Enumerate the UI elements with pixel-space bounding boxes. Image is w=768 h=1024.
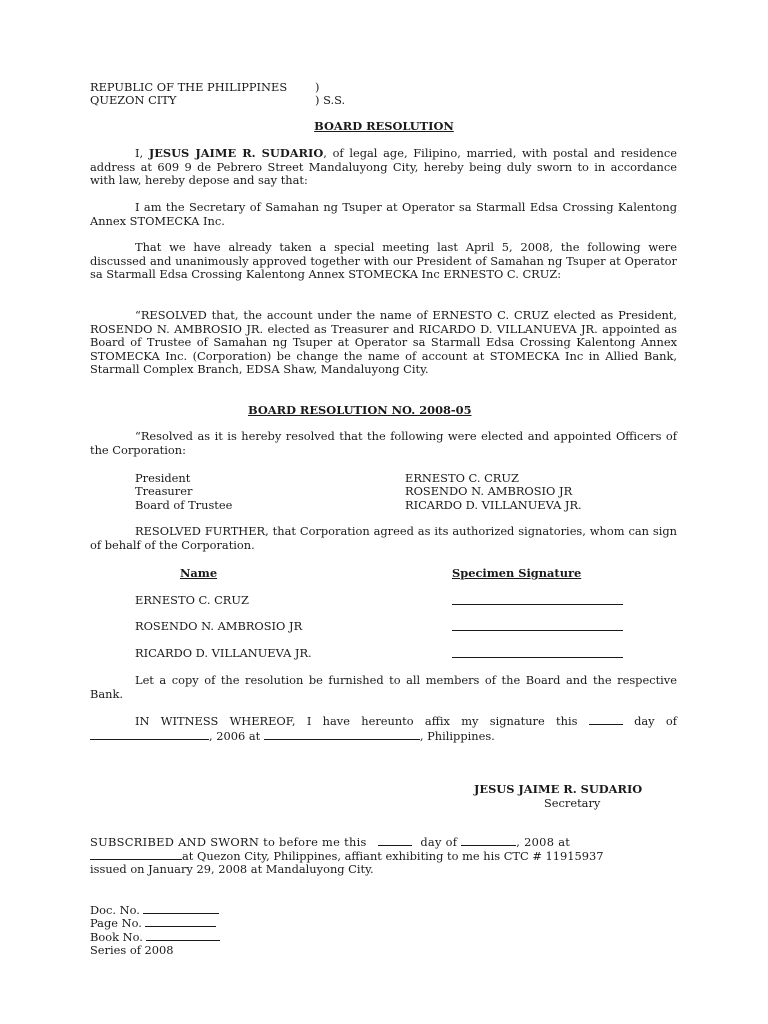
signatory-block-title: Secretary: [544, 796, 601, 810]
jurat-line-3: issued on January 29, 2008 at Mandaluyong City.: [90, 862, 374, 876]
affiant-name: JESUS JAIME R. SUDARIO: [148, 146, 324, 160]
document-title: BOARD RESOLUTION: [314, 119, 454, 133]
header-paren: ): [315, 80, 320, 94]
officer-position: Board of Trustee: [135, 498, 233, 512]
witness-text-4: , Philippines.: [419, 728, 495, 743]
resolved-paragraph: “RESOLVED that, the account under the name of ERNESTO C. CRUZ elected as President, ROSENDO N. AMBROSIO JR. elected as Treasurer and RICARDO D. VILLANUEVA JR. appointed as Board of Trustee of Samahan ng Tsuper at Operator sa Starmall Edsa Crossing Kalentong Annex STOMECKA Inc. (Corporation) be change the name of account at STOMECKA Inc in Allied Bank, Starmall Complex Branch, EDSA Shaw, Mandaluyong City.: [90, 308, 677, 376]
officer-name: ERNESTO C. CRUZ: [405, 471, 519, 485]
sig-col-name: Name: [180, 566, 218, 580]
jurat-text-1: SUBSCRIBED AND SWORN to before me this: [90, 835, 367, 849]
specimen-signature-line: [452, 604, 623, 605]
jurat-line-2: [90, 849, 604, 863]
notary-doc-label: Doc. No.: [90, 903, 140, 917]
officer-position: Treasurer: [135, 484, 193, 498]
elected-paragraph: “Resolved as it is hereby resolved that the following were elected and appointed Officers of the Corporation:: [90, 429, 677, 457]
meeting-paragraph: That we have already taken a special meeting last April 5, 2008, the following were discussed and unanimously approved together with our President of Samahan ng Tsuper at Operator sa Starmall Edsa Crossing Kalentong Annex STOMECKA Inc ERNESTO C. CRUZ:: [90, 240, 677, 281]
place-blank: [264, 729, 420, 740]
notary-page-label: Page No.: [90, 916, 142, 930]
signatory-name: ROSENDO N. AMBROSIO JR: [135, 619, 303, 633]
intro-paragraph: [90, 147, 677, 188]
copy-paragraph: Let a copy of the resolution be furnished to all members of the Board and the respective Bank.: [90, 673, 677, 701]
specimen-signature-line: [452, 630, 623, 631]
witness-paragraph: [90, 714, 677, 743]
secretary-paragraph: I am the Secretary of Samahan ng Tsuper at Operator sa Starmall Edsa Crossing Kalentong Annex STOMECKA Inc.: [90, 200, 677, 228]
jurat-place-blank: [90, 849, 182, 860]
witness-text-1: IN WITNESS WHEREOF, I have hereunto affix my signature this: [135, 714, 578, 728]
sig-col-signature: Specimen Signature: [452, 566, 582, 580]
notary-page: [90, 916, 216, 930]
signatory-name: ERNESTO C. CRUZ: [135, 593, 249, 607]
intro-rest: , of legal age, Filipino, married, with postal and residence address at 609 9 de Pebrero Street Mandaluyong City, hereby being duly sworn to in accordance with law, hereby depose and say that:: [90, 146, 677, 187]
witness-text-3: , 2006 at: [209, 728, 261, 743]
officer-name: ROSENDO N. AMBROSIO JR: [405, 484, 573, 498]
jurat-text-4: at Quezon City, Philippines, affiant exhibiting to me his CTC # 11915937: [182, 849, 604, 863]
notary-book-label: Book No.: [90, 930, 143, 944]
header-city: QUEZON CITY: [90, 93, 177, 107]
jurat-day-blank: [378, 835, 412, 846]
signatory-block-name: JESUS JAIME R. SUDARIO: [474, 782, 643, 796]
header-republic: REPUBLIC OF THE PHILIPPINES: [90, 80, 288, 94]
intro-prefix: I,: [135, 146, 144, 160]
further-paragraph: RESOLVED FURTHER, that Corporation agreed as its authorized signatories, whom can sign of behalf of the Corporation.: [90, 524, 677, 552]
month-blank: [90, 729, 209, 740]
notary-doc-blank: [143, 903, 219, 914]
officer-position: President: [135, 471, 191, 485]
resolution-number: BOARD RESOLUTION NO. 2008-05: [248, 403, 472, 417]
officer-name: RICARDO D. VILLANUEVA JR.: [405, 498, 582, 512]
jurat-text-3: , 2008 at: [516, 835, 571, 849]
notary-series: Series of 2008: [90, 943, 174, 957]
jurat-line-1: [90, 835, 570, 849]
notary-page-blank: [145, 916, 216, 927]
witness-text-2: day of: [634, 714, 677, 728]
header-ss: ) S.S.: [315, 93, 346, 107]
day-blank: [589, 714, 623, 725]
specimen-signature-line: [452, 657, 623, 658]
notary-book-blank: [146, 930, 220, 941]
signatory-name: RICARDO D. VILLANUEVA JR.: [135, 646, 312, 660]
notary-book: [90, 930, 220, 944]
notary-doc: [90, 903, 219, 917]
jurat-text-2: day of: [420, 835, 458, 849]
jurat-month-blank: [461, 835, 516, 846]
